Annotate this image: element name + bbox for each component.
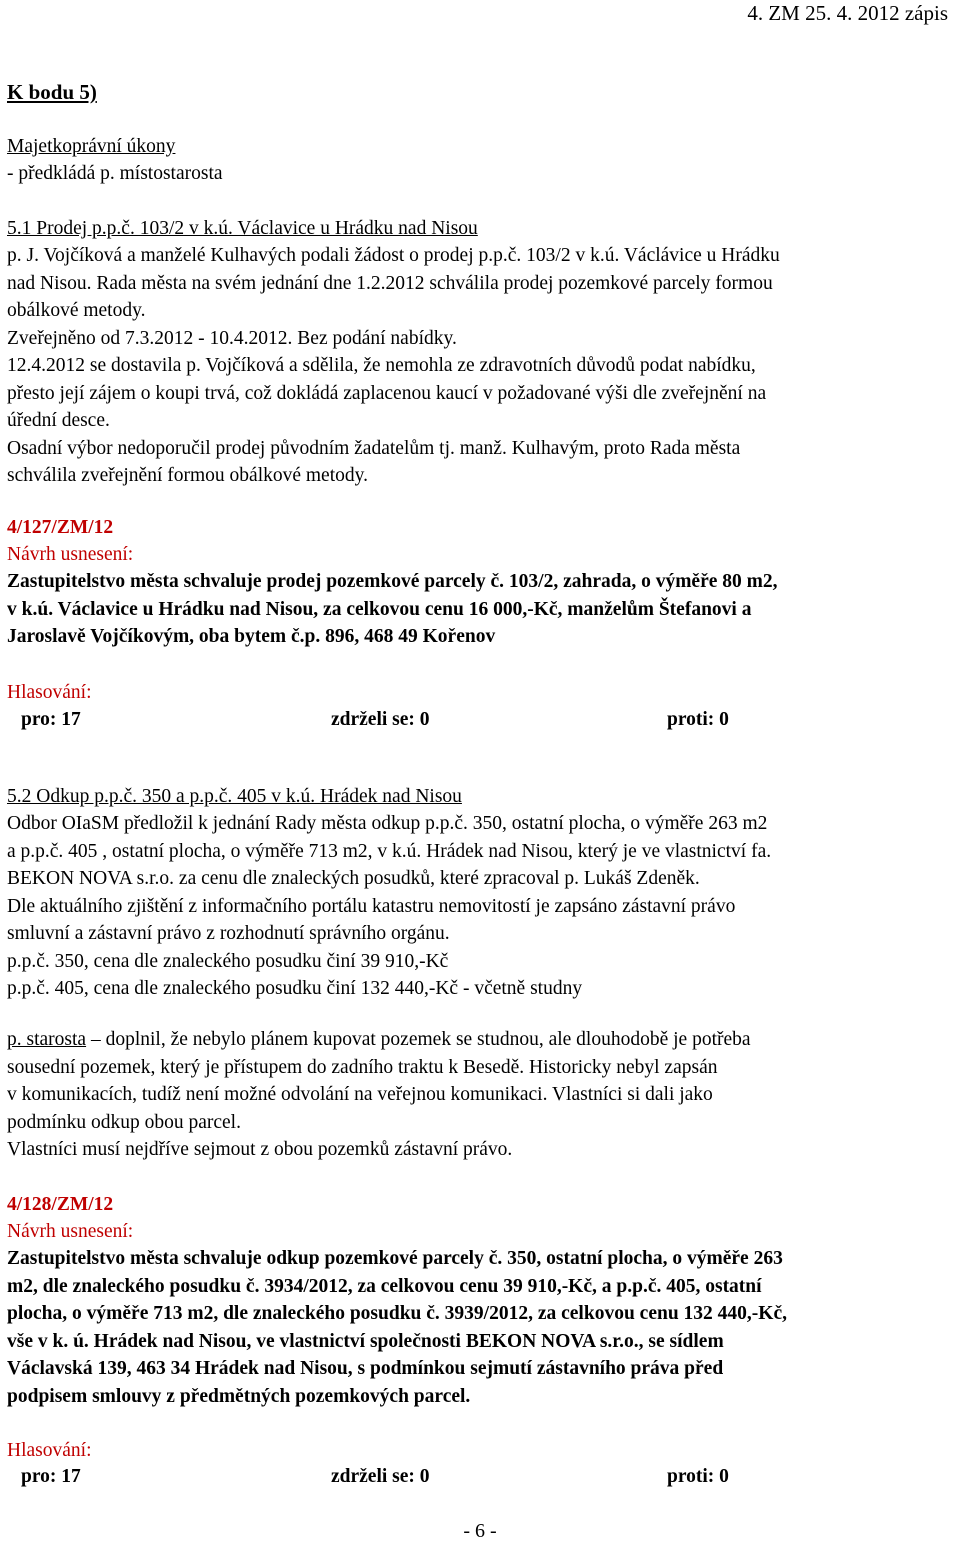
item2-starosta-note bbox=[7, 1026, 948, 1164]
item1-proposal-label: Návrh usnesení: bbox=[7, 544, 134, 565]
starosta-text: – doplnil, že nebylo plánem kupovat pozemek se studnou, ale dlouhodobě je potřeba bbox=[86, 1029, 751, 1050]
item1-line: schválila zveřejnění formou obálkové metody. bbox=[7, 465, 368, 486]
item2-resolution-line: podpisem smlouvy z předmětných pozemkových parcel. bbox=[7, 1385, 471, 1407]
item2-vote-against: proti: 0 bbox=[667, 1466, 729, 1487]
item2-line: smluvní a zástavní právo z rozhodnutí správního orgánu. bbox=[7, 923, 450, 944]
item2-vote-for: pro: 17 bbox=[21, 1466, 81, 1487]
item2-line: Dle aktuálního zjištění z informačního portálu katastru nemovitostí je zapsáno zástavní právo bbox=[7, 895, 736, 917]
item1-line: úřední desce. bbox=[7, 410, 110, 431]
item2-proposal-label: Návrh usnesení: bbox=[7, 1221, 134, 1242]
item2-starosta-line: podmínku odkup obou parcel. bbox=[7, 1111, 241, 1133]
item2-resolution-line: Zastupitelstvo města schvaluje odkup pozemkové parcely č. 350, ostatní plocha, o výměře 263 bbox=[7, 1248, 783, 1269]
item2-resolution bbox=[7, 1245, 948, 1410]
item1-vote-abstain: zdrželi se: 0 bbox=[331, 709, 430, 730]
header-date: 4. ZM 25. 4. 2012 zápis bbox=[747, 1, 948, 25]
item2-starosta-line: v komunikacích, tudíž není možné odvolání na veřejnou komunikaci. Vlastníci si dali jako bbox=[7, 1084, 713, 1105]
item1-voting-label: Hlasování: bbox=[7, 682, 92, 703]
item2-vote-abstain: zdrželi se: 0 bbox=[331, 1466, 430, 1487]
item2-resolution-line: plocha, o výměře 713 m2, dle znaleckého posudku č. 3939/2012, za celkovou cenu 132 440,-Kč, bbox=[7, 1303, 787, 1324]
item1-line: nad Nisou. Rada města na svém jednání dne 1.2.2012 schválila prodej pozemkové parcely formou bbox=[7, 272, 773, 294]
item2-line: a p.p.č. 405 , ostatní plocha, o výměře 713 m2, v k.ú. Hrádek nad Nisou, který je ve vlastnictví fa. bbox=[7, 840, 772, 862]
item1-body bbox=[7, 242, 948, 490]
section-heading: K bodu 5) bbox=[7, 80, 97, 104]
item2-starosta-line: Vlastníci musí nejdříve sejmout z obou pozemků zástavní právo. bbox=[7, 1139, 513, 1160]
item1-line: p. J. Vojčíková a manželé Kulhavých podali žádost o prodej p.p.č. 103/2 v k.ú. Václávice u Hrádku bbox=[7, 245, 780, 266]
item1-line: Zveřejněno od 7.3.2012 - 10.4.2012. Bez podání nabídky. bbox=[7, 327, 457, 349]
item2-line: p.p.č. 405, cena dle znaleckého posudku činí 132 440,-Kč - včetně studny bbox=[7, 978, 583, 999]
item2-starosta-first-line bbox=[7, 1026, 948, 1054]
item2-line: p.p.č. 350, cena dle znaleckého posudku činí 39 910,-Kč bbox=[7, 950, 449, 972]
item2-voting-label: Hlasování: bbox=[7, 1440, 92, 1461]
item2-resolution-line: vše v k. ú. Hrádek nad Nisou, ve vlastnictví společnosti BEKON NOVA s.r.o., se sídlem bbox=[7, 1330, 724, 1352]
item2-resolution-line: Václavská 139, 463 34 Hrádek nad Nisou, s podmínkou sejmutí zástavního práva před bbox=[7, 1358, 724, 1379]
item1-vote-against: proti: 0 bbox=[667, 709, 729, 730]
item2-title: 5.2 Odkup p.p.č. 350 a p.p.č. 405 v k.ú. Hrádek nad Nisou bbox=[7, 786, 462, 807]
item1-resolution bbox=[7, 568, 948, 651]
item2-body bbox=[7, 810, 948, 1003]
item1-line: přesto její zájem o koupi trvá, což dokládá zaplacenou kaucí v požadované výši dle zveřejnění na bbox=[7, 382, 767, 404]
item1-line: obálkové metody. bbox=[7, 300, 146, 321]
section-presenter: - předkládá p. místostarosta bbox=[7, 163, 223, 184]
item1-vote-for: pro: 17 bbox=[21, 709, 81, 730]
item1-resolution-number: 4/127/ZM/12 bbox=[7, 517, 114, 538]
item2-resolution-line: m2, dle znaleckého posudku č. 3934/2012, za celkovou cenu 39 910,-Kč, a p.p.č. 405, ostatní bbox=[7, 1275, 762, 1297]
item1-line: Osadní výbor nedoporučil prodej původním žadatelům tj. manž. Kulhavým, proto Rada města bbox=[7, 437, 741, 459]
page-number: - 6 - bbox=[463, 1520, 497, 1542]
section-topic: Majetkoprávní úkony bbox=[7, 136, 176, 157]
item1-resolution-line: Zastupitelstvo města schvaluje prodej pozemkové parcely č. 103/2, zahrada, o výměře 80 m2, bbox=[7, 571, 778, 592]
item1-resolution-line: Jaroslavě Vojčíkovým, oba bytem č.p. 896, 468 49 Kořenov bbox=[7, 626, 496, 647]
item2-starosta-line: sousední pozemek, který je přístupem do zadního traktu k Besedě. Historicky nebyl zapsán bbox=[7, 1056, 718, 1078]
starosta-label: p. starosta bbox=[7, 1029, 87, 1050]
item1-title: 5.1 Prodej p.p.č. 103/2 v k.ú. Václavice u Hrádku nad Nisou bbox=[7, 218, 478, 239]
item2-line: BEKON NOVA s.r.o. za cenu dle znaleckých posudků, které zpracoval p. Lukáš Zdeněk. bbox=[7, 868, 700, 889]
item2-line: Odbor OIaSM předložil k jednání Rady města odkup p.p.č. 350, ostatní plocha, o výměře 263 m2 bbox=[7, 813, 768, 834]
item2-resolution-number: 4/128/ZM/12 bbox=[7, 1194, 114, 1215]
item1-line: 12.4.2012 se dostavila p. Vojčíková a sdělila, že nemohla ze zdravotních důvodů podat nabídku, bbox=[7, 355, 756, 376]
item1-resolution-line: v k.ú. Václavice u Hrádku nad Nisou, za celkovou cenu 16 000,-Kč, manželům Štefanovi a bbox=[7, 598, 752, 620]
